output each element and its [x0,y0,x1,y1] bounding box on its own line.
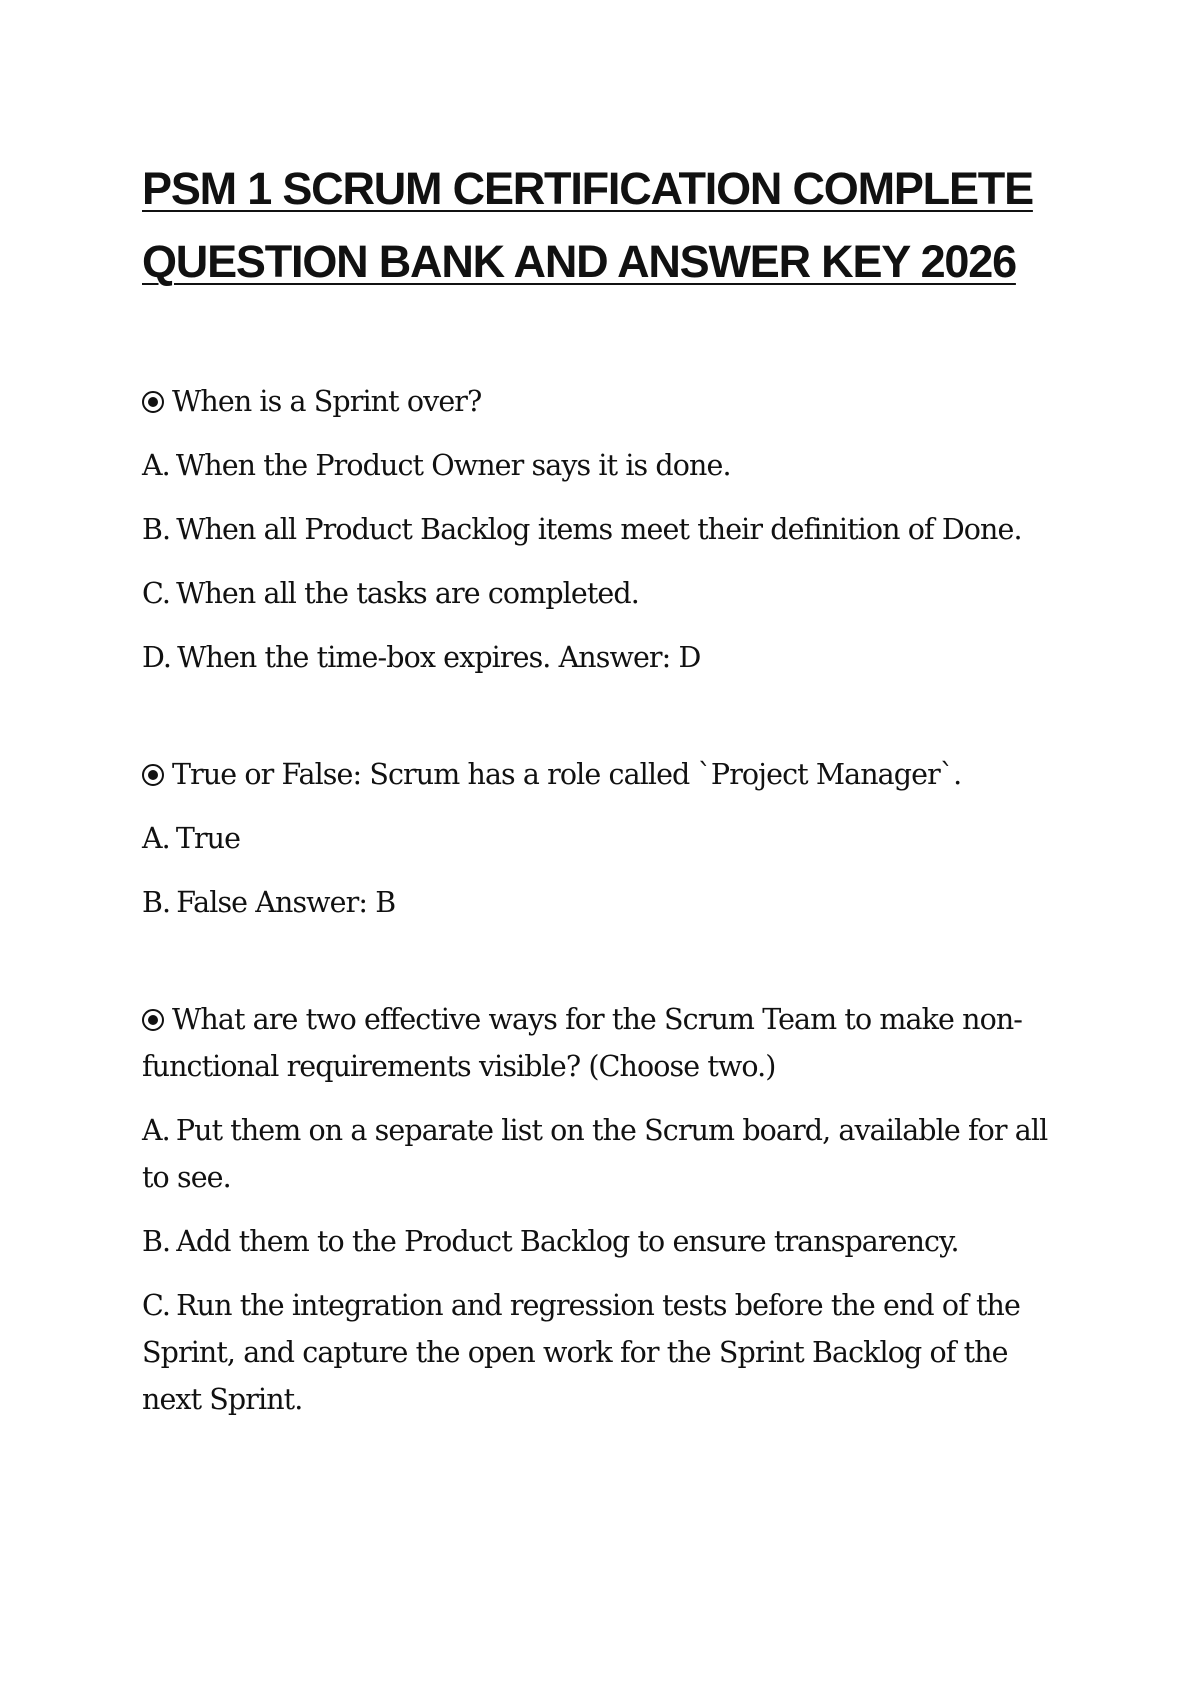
option-text: When the time-box expires. Answer: D [177,641,701,674]
question-text: When is a Sprint over? [172,385,482,418]
option-a [142,815,1072,862]
radio-bullet-icon [142,391,164,413]
document-content [142,152,1072,1440]
option-b [142,506,1072,553]
option-letter: D. [142,641,172,674]
option-c [142,570,1072,617]
option-letter: B. [142,886,171,919]
option-a [142,442,1072,489]
question-prompt [142,751,1072,798]
title-line-1: PSM 1 SCRUM CERTIFICATION COMPLETE [142,163,1033,214]
option-letter: B. [142,513,171,546]
title-line-2: QUESTION BANK AND ANSWER KEY 2026 [142,236,1016,287]
option-c [142,1282,1072,1423]
radio-bullet-icon [142,764,164,786]
option-d [142,634,1072,681]
option-a [142,1107,1072,1201]
option-letter: A. [142,822,170,855]
option-text: When all Product Backlog items meet their definition of Done. [176,513,1022,546]
question-text: What are two effective ways for the Scrum Team to make non-functional requirements visible? (Choose two.) [142,1003,1023,1083]
option-text: False Answer: B [176,886,396,919]
question-prompt [142,996,1072,1090]
option-letter: A. [142,449,170,482]
option-letter: B. [142,1225,171,1258]
option-text: Add them to the Product Backlog to ensure transparency. [176,1225,959,1258]
option-text: Put them on a separate list on the Scrum board, available for all to see. [142,1114,1048,1194]
option-b [142,879,1072,926]
document-title [142,152,1072,298]
option-letter: A. [142,1114,170,1147]
question-text: True or False: Scrum has a role called `Project Manager`. [172,758,962,791]
option-text: Run the integration and regression tests before the end of the Sprint, and capture the open work for the Sprint Backlog of the next Sprint. [142,1289,1020,1416]
radio-bullet-icon [142,1009,164,1031]
option-text: True [175,822,241,855]
question-1 [142,378,1072,681]
option-letter: C. [142,577,171,610]
question-3 [142,996,1072,1423]
question-2 [142,751,1072,926]
question-prompt [142,378,1072,425]
option-b [142,1218,1072,1265]
option-text: When the Product Owner says it is done. [175,449,731,482]
option-letter: C. [142,1289,171,1322]
option-text: When all the tasks are completed. [176,577,639,610]
